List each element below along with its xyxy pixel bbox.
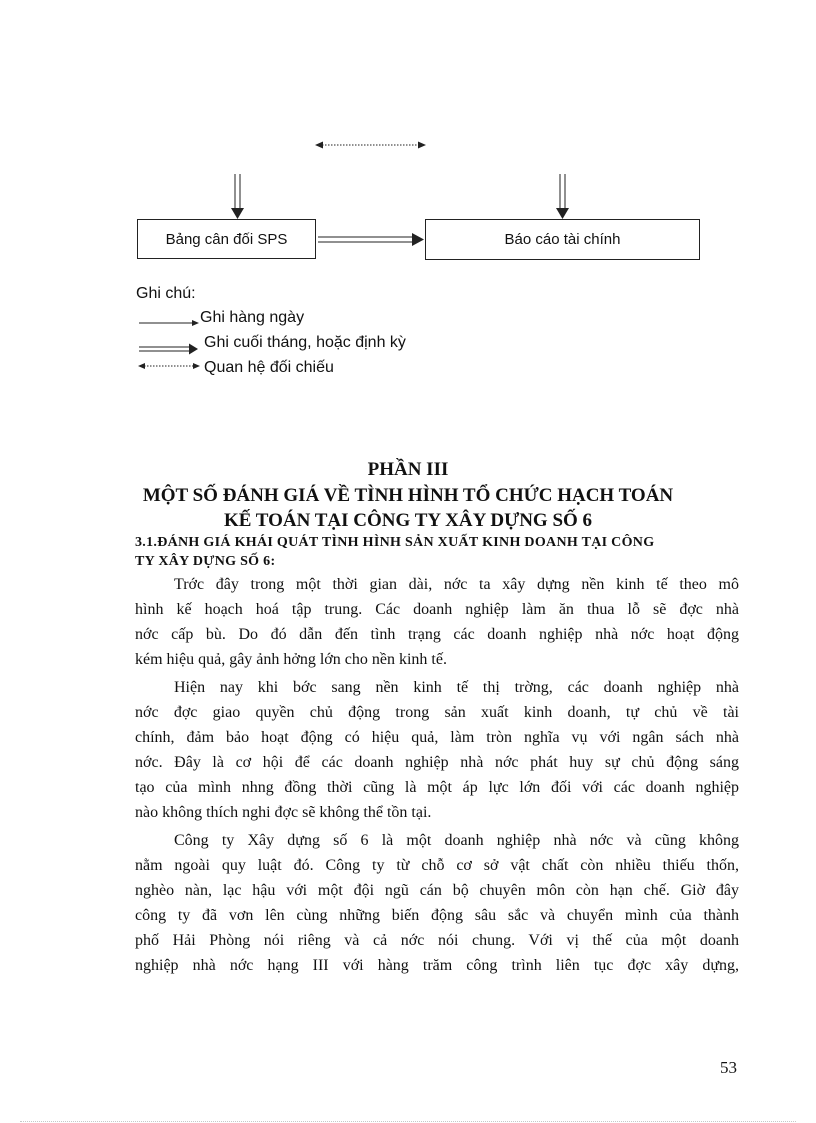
text-line: nớc cấp bù. Do đó dẫn đến tình trạng các doanh nghiệp nhà nớc hoạt động [135,626,739,643]
balance-sheet-box [137,219,316,259]
subsection-title-line-1: 3.1.ĐÁNH GIÁ KHÁI QUÁT TÌNH HÌNH SẢN XUẤT KINH DOANH TẠI CÔNG [135,535,655,550]
text-line: chính, đảm bảo hoạt động có hiệu quả, làm tròn nghĩa vụ với ngân sách nhà [135,729,739,746]
text-line: công ty đã vơn lên cùng những biến động sâu sắc và chuyển mình của thành [135,907,739,924]
text-line: hình kế hoạch hoá tập trung. Các doanh nghiệp làm ăn thua lỗ sẽ đợc nhà [135,601,739,618]
text-line: Hiện nay khi bớc sang nền kinh tế thị trờng, các doanh nghiệp nhà [174,679,739,696]
flow-diagram-arrows [0,0,816,400]
part-title: PHẦN III [367,459,449,480]
text-line: nằm ngoài quy luật đó. Công ty từ chỗ cơ sở vật chất còn nhiều thiếu thốn, [135,857,739,874]
text-line: Trớc đây trong một thời gian dài, nớc ta xây dựng nền kinh tế theo mô [174,576,739,593]
legend-title: Ghi chú: [136,285,196,302]
dotted-bidirectional-arrow [315,142,426,149]
legend-thin-arrow-icon [139,320,199,326]
legend-dotted-arrow-icon [138,363,200,369]
section-title-line-1: MỘT SỐ ĐÁNH GIÁ VỀ TÌNH HÌNH TỔ CHỨC HẠCH TOÁN [142,485,674,506]
page-edge-divider [20,1121,796,1122]
text-line: nớc đợc giao quyền chủ động trong sản xuất kinh doanh, tự chủ về tài [135,704,739,721]
text-line: kém hiệu quả, gây ảnh hởng lớn cho nền kinh tế. [135,651,447,668]
text-line: Công ty Xây dựng số 6 là một doanh nghiệp nhà nớc và cũng không [174,832,739,849]
text-line: nghèo nàn, lạc hậu với một đội ngũ cán bộ chuyên môn còn hạn chế. Giờ đây [135,882,739,899]
text-line: phố Hải Phòng nói riêng và cả nớc nói chung. Với vị thế của một doanh [135,932,739,949]
text-line: nớc. Đây là cơ hội để các doanh nghiệp nhà nớc phát huy sự chủ động sáng [135,754,739,771]
double-arrow-right-between-boxes [318,233,424,246]
paragraph-2 [135,675,739,825]
page-number: 53 [720,1058,737,1077]
financial-report-box-label: Báo cáo tài chính [504,231,621,248]
legend-item-periodic: Ghi cuối tháng, hoặc định kỳ [204,334,406,351]
legend-double-arrow-icon [139,344,198,355]
double-arrow-down-left [231,174,244,219]
text-line: nghiệp nhà nớc hạng III với hàng trăm công trình liên tục đợc xây dựng, [135,957,739,974]
subsection-title-line-2: TY XÂY DỰNG SỐ 6: [135,554,276,569]
section-title-line-2: KẾ TOÁN TẠI CÔNG TY XÂY DỰNG SỐ 6 [223,510,593,531]
legend-item-daily: Ghi hàng ngày [200,309,305,326]
financial-report-box [425,219,700,260]
text-line: nào không thích nghi đợc sẽ không thể tồn tại. [135,804,432,821]
balance-sheet-box-label: Bảng cân đối SPS [165,230,288,248]
paragraph-1 [135,572,739,672]
paragraph-3 [135,828,739,978]
legend-item-reconciliation: Quan hệ đối chiếu [204,359,334,376]
double-arrow-down-right [556,174,569,219]
text-line: tạo của mình nhng đồng thời cũng là một áp lực lớn đối với các doanh nghiệp [135,779,739,796]
